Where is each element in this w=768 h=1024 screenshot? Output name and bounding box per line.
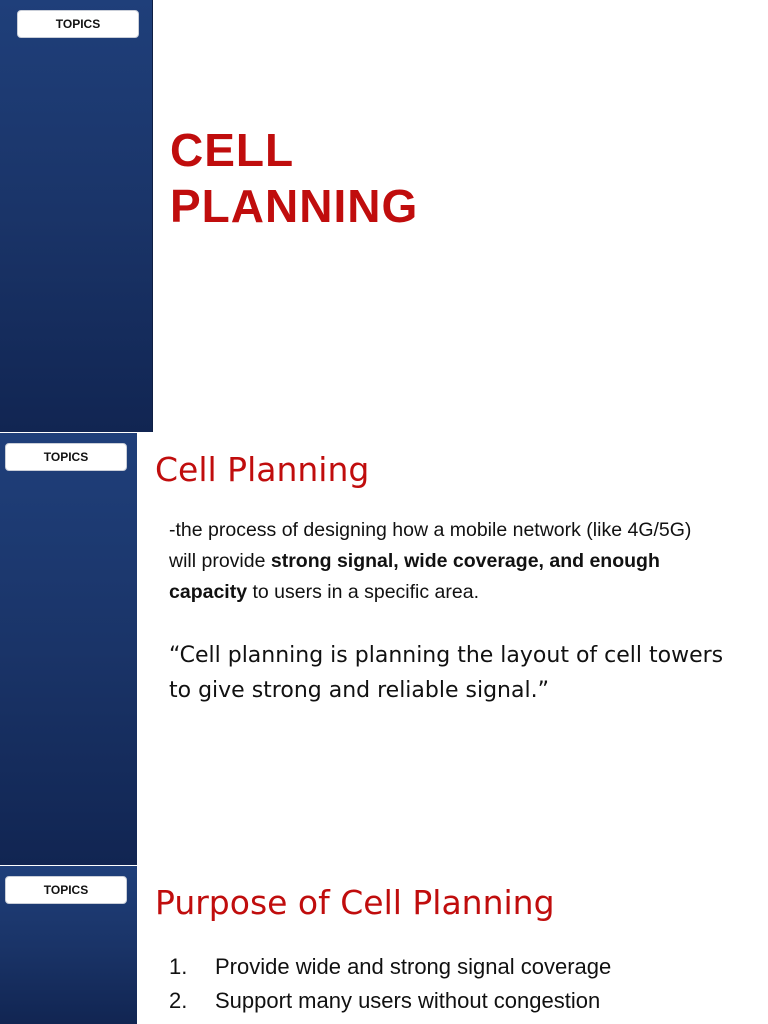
title-line: CELL [170,124,295,176]
topics-button[interactable]: TOPICS [17,10,139,38]
list-item [169,950,611,984]
title-line: PLANNING [170,180,419,232]
definition-text [169,515,709,608]
slide-title-cell-planning [0,0,768,432]
definition-bold: strong signal, wide coverage, and enough capacity [169,550,660,603]
sidebar-panel [0,433,137,865]
list-text: Support many users without congestion [215,988,601,1013]
list-item [169,984,611,1018]
slide-purpose [0,866,768,1024]
slide-main-title [170,122,418,234]
list-number: 1. [169,954,188,979]
list-text: Provide wide and strong signal coverage [215,954,612,979]
sidebar-panel [0,0,153,432]
sidebar-panel [0,866,137,1024]
slide-title: Cell Planning [155,450,370,489]
topics-button[interactable]: TOPICS [5,876,127,904]
topics-button[interactable]: TOPICS [5,443,127,471]
definition-part: to users in a specific area. [247,581,480,603]
list-number: 2. [169,988,188,1013]
quote-text: “Cell planning is planning the layout of cell towers to give strong and reliable signal.” [169,643,724,703]
slide-definition [0,433,768,865]
slide-title: Purpose of Cell Planning [155,883,555,922]
purpose-list [169,950,611,1018]
definition-part: -the process of designing how a mobile network (like 4G/5G) will provide [169,519,692,572]
